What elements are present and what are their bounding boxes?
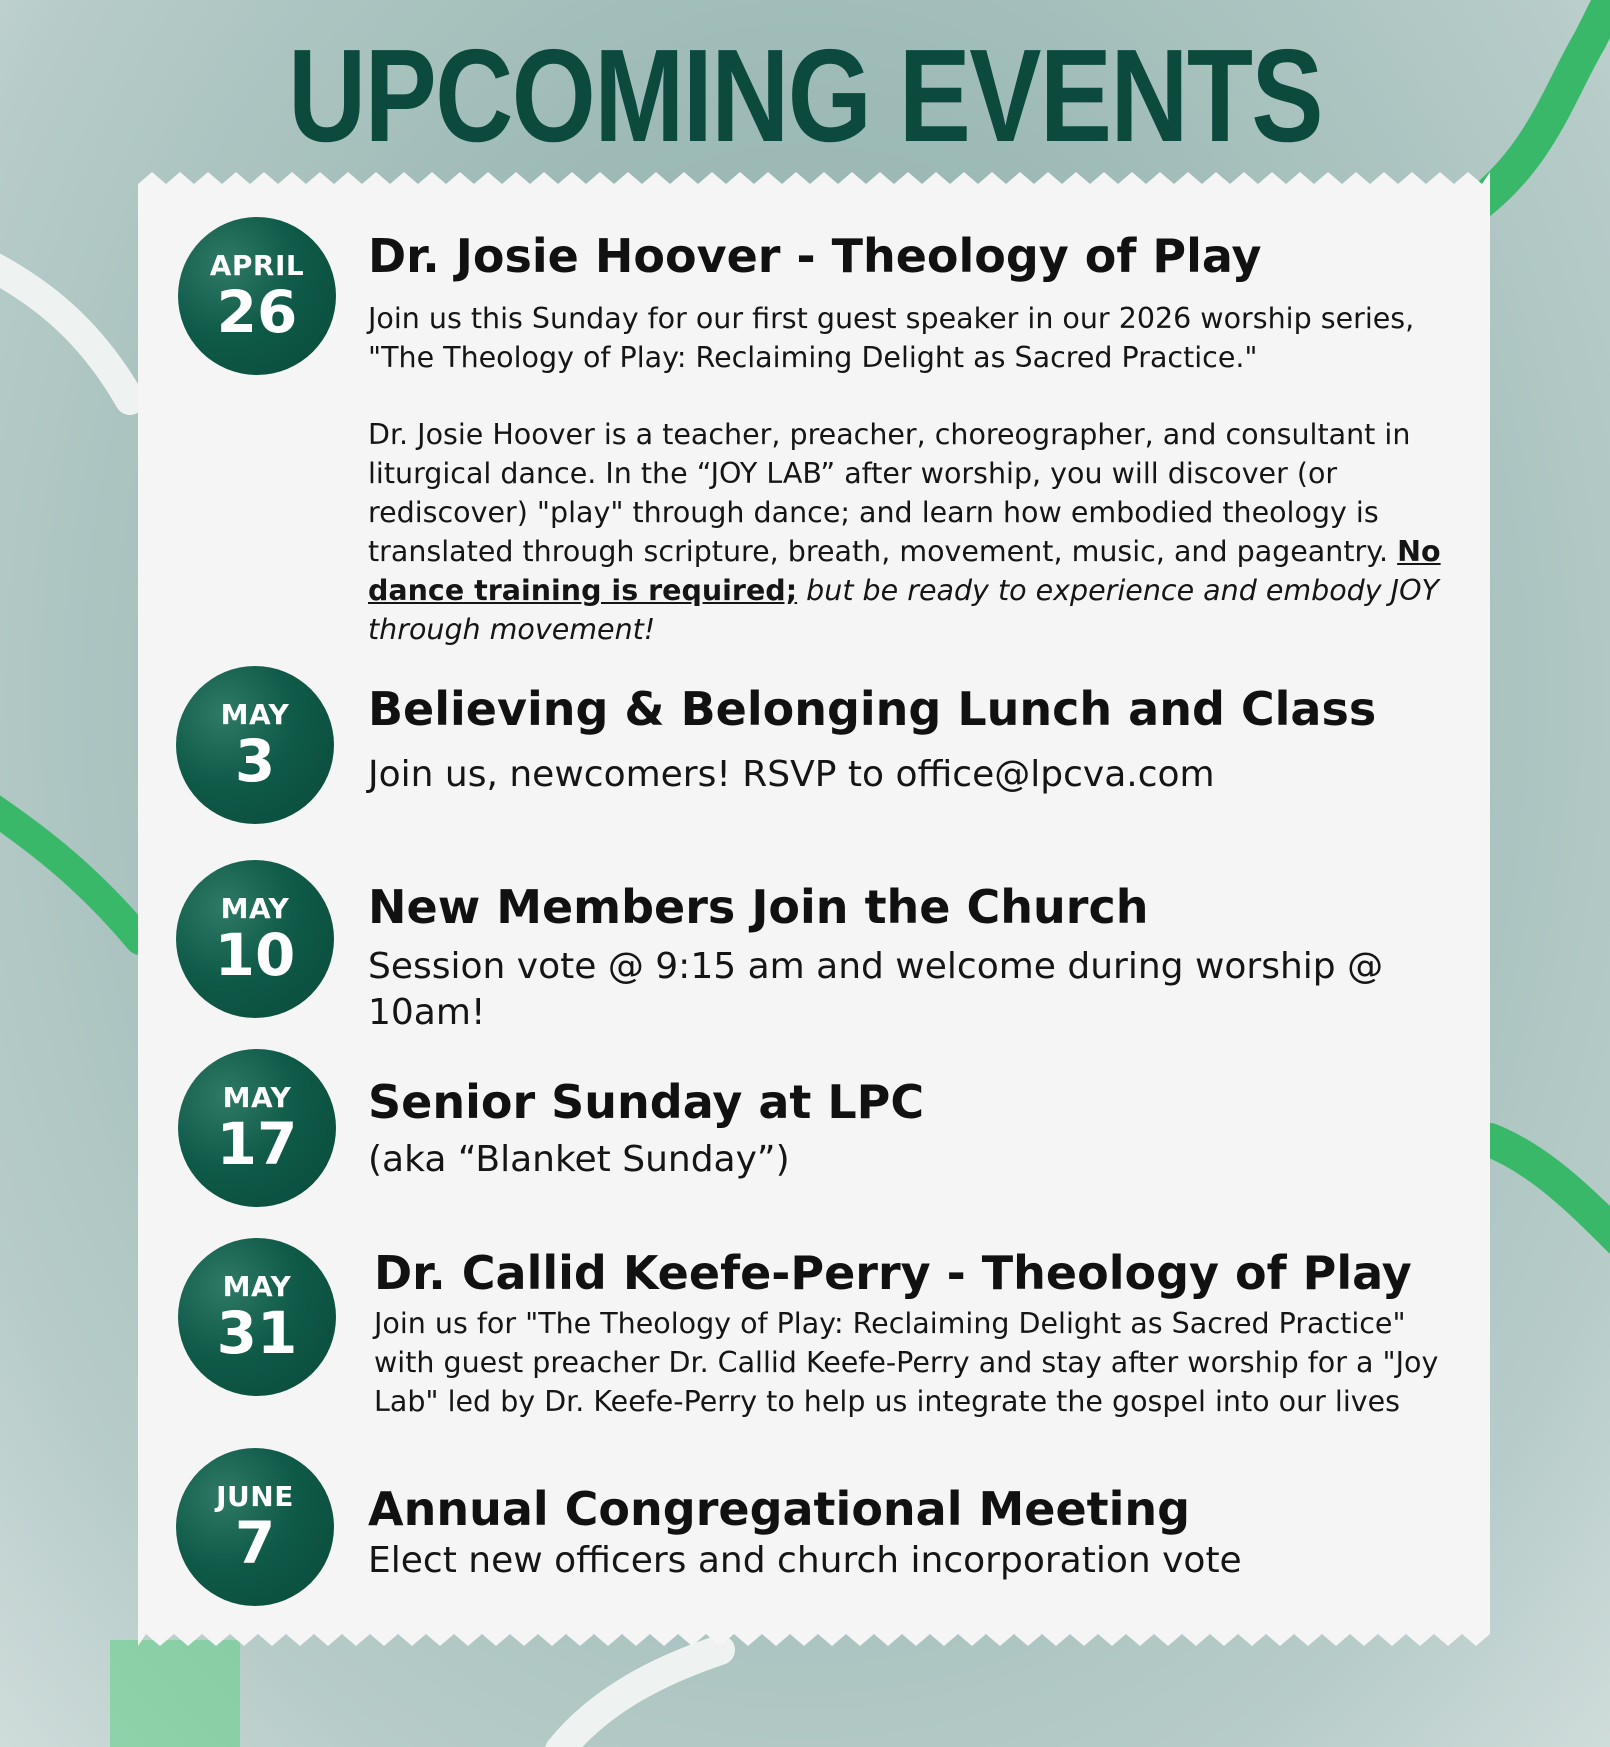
event-item xyxy=(138,217,1490,657)
green-ribbon-right xyxy=(1490,1140,1610,1240)
event-title: Senior Sunday at LPC xyxy=(368,1075,925,1129)
date-badge xyxy=(178,1049,336,1207)
event-body xyxy=(368,415,1448,649)
white-ribbon-left xyxy=(0,260,130,400)
event-title: Annual Congregational Meeting xyxy=(368,1482,1191,1536)
green-glow-bottom-left xyxy=(110,1640,240,1747)
date-day: 10 xyxy=(214,921,296,989)
date-month: MAY xyxy=(222,1081,292,1114)
white-ribbon-bottom xyxy=(560,1650,720,1747)
date-day: 7 xyxy=(234,1509,276,1577)
event-title: Dr. Callid Keefe-Perry - Theology of Play xyxy=(374,1246,1412,1300)
date-badge xyxy=(178,217,336,375)
event-item xyxy=(138,860,1490,1033)
date-month: MAY xyxy=(220,892,290,925)
event-closing: but be ready to experience and embody JOY through movement! xyxy=(368,574,1439,646)
date-day: 26 xyxy=(216,278,298,346)
date-badge xyxy=(176,860,334,1018)
date-day: 31 xyxy=(216,1299,298,1367)
event-item xyxy=(138,1238,1490,1428)
event-description: (aka “Blanket Sunday”) xyxy=(368,1139,790,1180)
event-title: New Members Join the Church xyxy=(368,880,1149,934)
event-emphasis: No dance training is required; xyxy=(368,535,1441,607)
events-card xyxy=(138,172,1490,1646)
date-day: 3 xyxy=(234,727,276,795)
event-description: Session vote @ 9:15 am and welcome during worship @ 10am! xyxy=(368,946,1384,1033)
date-badge xyxy=(176,666,334,824)
date-badge xyxy=(178,1238,336,1396)
page-title: UPCOMING EVENTS xyxy=(288,22,1322,169)
green-ribbon-top-right xyxy=(1470,0,1610,210)
date-month: APRIL xyxy=(209,249,305,282)
event-intro: Join us this Sunday for our first guest speaker in our 2026 worship series, "The Theology of Play: Reclaiming Delight as Sacred Practice." xyxy=(368,302,1415,374)
green-ribbon-left xyxy=(0,800,140,940)
event-description: Elect new officers and church incorporation vote xyxy=(368,1540,1242,1581)
event-title: Dr. Josie Hoover - Theology of Play xyxy=(368,229,1262,283)
event-item xyxy=(138,666,1490,826)
event-item xyxy=(138,1049,1490,1209)
date-month: MAY xyxy=(220,698,290,731)
event-description: Join us for "The Theology of Play: Reclaiming Delight as Sacred Practice" with guest preacher Dr. Callid Keefe-Perry and stay after worship for a "Joy Lab" led by Dr. Keefe-Perry to help us integrate the gospel into our lives xyxy=(374,1307,1439,1418)
event-description: Join us, newcomers! RSVP to office@lpcva.com xyxy=(368,754,1215,795)
date-day: 17 xyxy=(216,1110,298,1178)
event-item xyxy=(138,1448,1490,1608)
event-body-text: Dr. Josie Hoover is a teacher, preacher, choreographer, and consultant in liturgical dance. In the “JOY LAB” after worship, you will discover (or rediscover) "play" through dance; and learn how embodied theology is translated through scripture, breath, movement, music, and pageantry. xyxy=(368,418,1411,568)
date-month: JUNE xyxy=(216,1480,294,1513)
event-title: Believing & Belonging Lunch and Class xyxy=(368,682,1377,736)
date-month: MAY xyxy=(222,1270,292,1303)
date-badge xyxy=(176,1448,334,1606)
